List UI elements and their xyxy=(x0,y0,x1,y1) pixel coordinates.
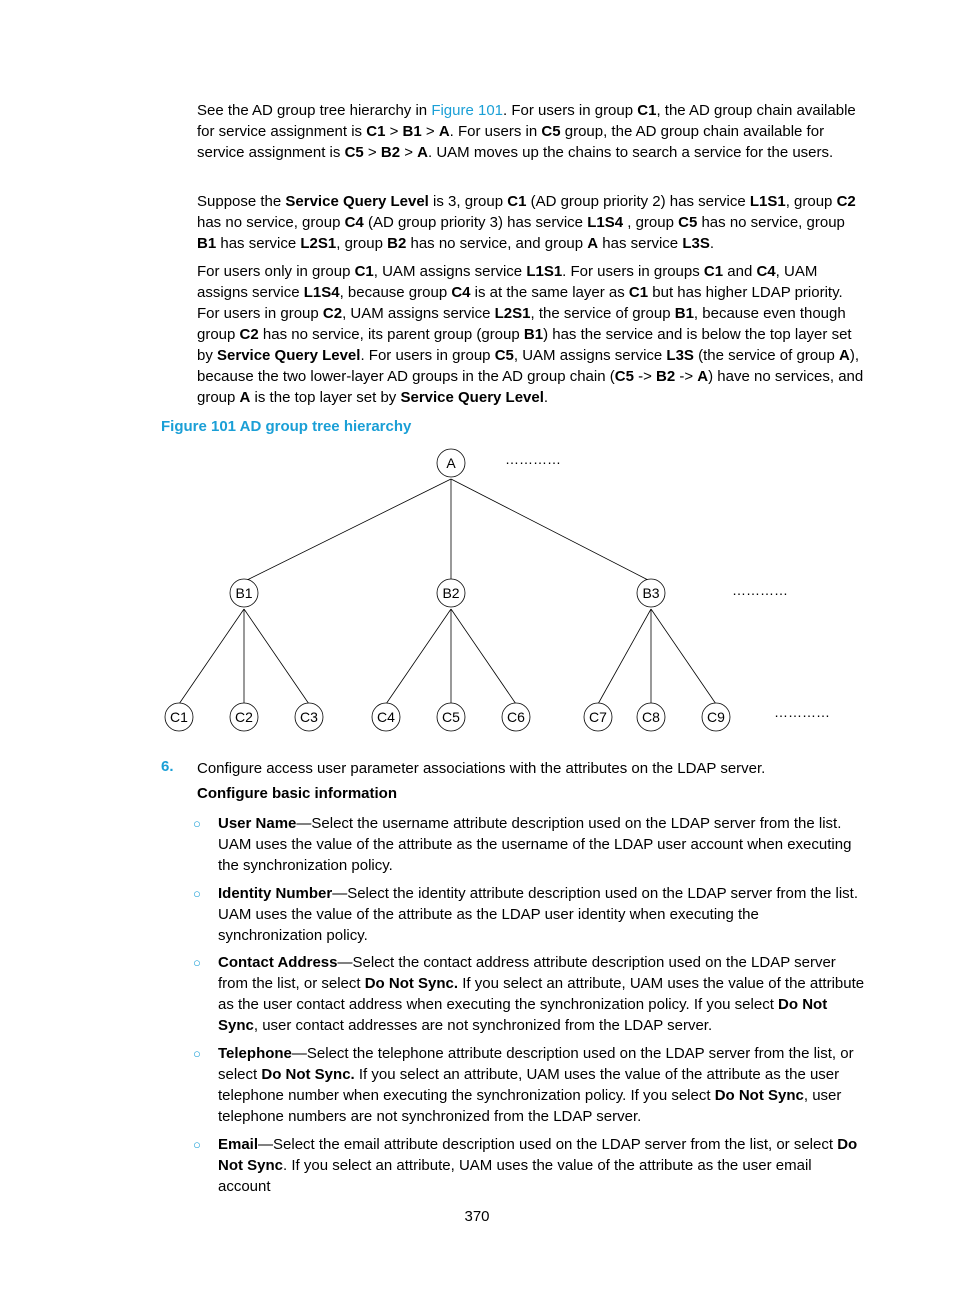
node-b2-label: B2 xyxy=(442,585,460,601)
node-c7-label: C7 xyxy=(589,709,607,725)
node-c9-label: C9 xyxy=(707,709,725,725)
node-c4-label: C4 xyxy=(377,709,395,725)
paragraph-assignment-examples: For users only in group C1, UAM assigns service L1S1. For users in groups C1 and C4, UAM assigns service L1S4, because group C4 is at the same layer as C1 but has higher LDAP priority. For users in group C2, UAM assigns service L2S1, the service of group B1, because even though group C2 has no service, its parent group (group B1) has the service and is below the top layer set by Service Query Level. For users in group C5, UAM assigns service L3S (the service of group A), because the two lower-layer AD groups in the AD group chain (C5 -> B2 -> A) have no services, and group A is the top layer set by Service Query Level. xyxy=(197,263,864,406)
subheading-basic-information: Configure basic information xyxy=(197,785,398,802)
step-text: Configure access user parameter associations with the attributes on the LDAP server. xyxy=(197,760,766,777)
node-b3-label: B3 xyxy=(642,585,660,601)
edge-a-b1 xyxy=(245,479,451,581)
edge-b3-c7 xyxy=(598,609,651,704)
bullet-icon: ○ xyxy=(193,816,201,831)
edge-a-b3 xyxy=(451,479,650,581)
figure-link[interactable]: Figure 101 xyxy=(431,102,504,119)
node-c8-label: C8 xyxy=(642,709,660,725)
page-number: 370 xyxy=(464,1208,490,1225)
bullet-icon: ○ xyxy=(193,886,201,901)
edge-b3-c9 xyxy=(651,609,716,704)
figure-caption: Figure 101 AD group tree hierarchy xyxy=(161,418,412,435)
ellipsis-top: ………… xyxy=(505,451,561,467)
ellipsis-bottom: ………… xyxy=(774,704,830,720)
node-c2-label: C2 xyxy=(235,709,253,725)
bullet-icon: ○ xyxy=(193,1137,201,1152)
edge-b1-c1 xyxy=(179,609,244,704)
edge-b2-c6 xyxy=(451,609,516,704)
edge-b2-c4 xyxy=(386,609,451,704)
node-c3-label: C3 xyxy=(300,709,318,725)
bullet-icon: ○ xyxy=(193,1046,201,1061)
list-item-identity-number: Identity Number—Select the identity attribute description used on the LDAP server from the list. UAM uses the value of the attribute as the LDAP user identity when executing the synchronization policy. xyxy=(218,885,859,944)
node-c1-label: C1 xyxy=(170,709,188,725)
edge-b1-c3 xyxy=(244,609,309,704)
node-b1-label: B1 xyxy=(235,585,253,601)
node-c6-label: C6 xyxy=(507,709,525,725)
list-item-telephone: Telephone—Select the telephone attribute description used on the LDAP server from the list, or select Do Not Sync. If you select an attribute, UAM uses the value of the attribute as the user telephone number when executing the synchronization policy. If you select Do Not Sync, user telephone numbers are not synchronized from the LDAP server. xyxy=(218,1045,854,1125)
paragraph-service-setup: Suppose the Service Query Level is 3, group C1 (AD group priority 2) has service L1S1, group C2 has no service, group C4 (AD group priority 3) has service L1S4 , group C5 has no service, group B1 has service L2S1, group B2 has no service, and group A has service L3S. xyxy=(197,193,856,252)
ad-group-tree-diagram xyxy=(150,445,830,745)
list-item-user-name: User Name—Select the username attribute description used on the LDAP server from the list. UAM uses the value of the attribute as the username of the LDAP user account when executing the synchronization policy. xyxy=(218,815,852,874)
list-item-contact-address: Contact Address—Select the contact address attribute description used on the LDAP server from the list, or select Do Not Sync. If you select an attribute, UAM uses the value of the attribute as the user contact address when executing the synchronization policy. If you select Do Not Sync, user contact addresses are not synchronized from the LDAP server. xyxy=(218,954,865,1034)
paragraph-intro: See the AD group tree hierarchy in Figure 101. For users in group C1, the AD group chain available for service assignment is C1 > B1 > A. For users in C5 group, the AD group chain available for service assignment is C5 > B2 > A. UAM moves up the chains to search a service for the users. xyxy=(197,102,856,161)
list-item-email: Email—Select the email attribute description used on the LDAP server from the list, or select Do Not Sync. If you select an attribute, UAM uses the value of the attribute as the user email account xyxy=(218,1136,858,1195)
ellipsis-middle: ………… xyxy=(732,582,788,598)
bullet-icon: ○ xyxy=(193,955,201,970)
node-a-label: A xyxy=(446,455,456,471)
node-c5-label: C5 xyxy=(442,709,460,725)
step-number: 6. xyxy=(161,758,174,775)
